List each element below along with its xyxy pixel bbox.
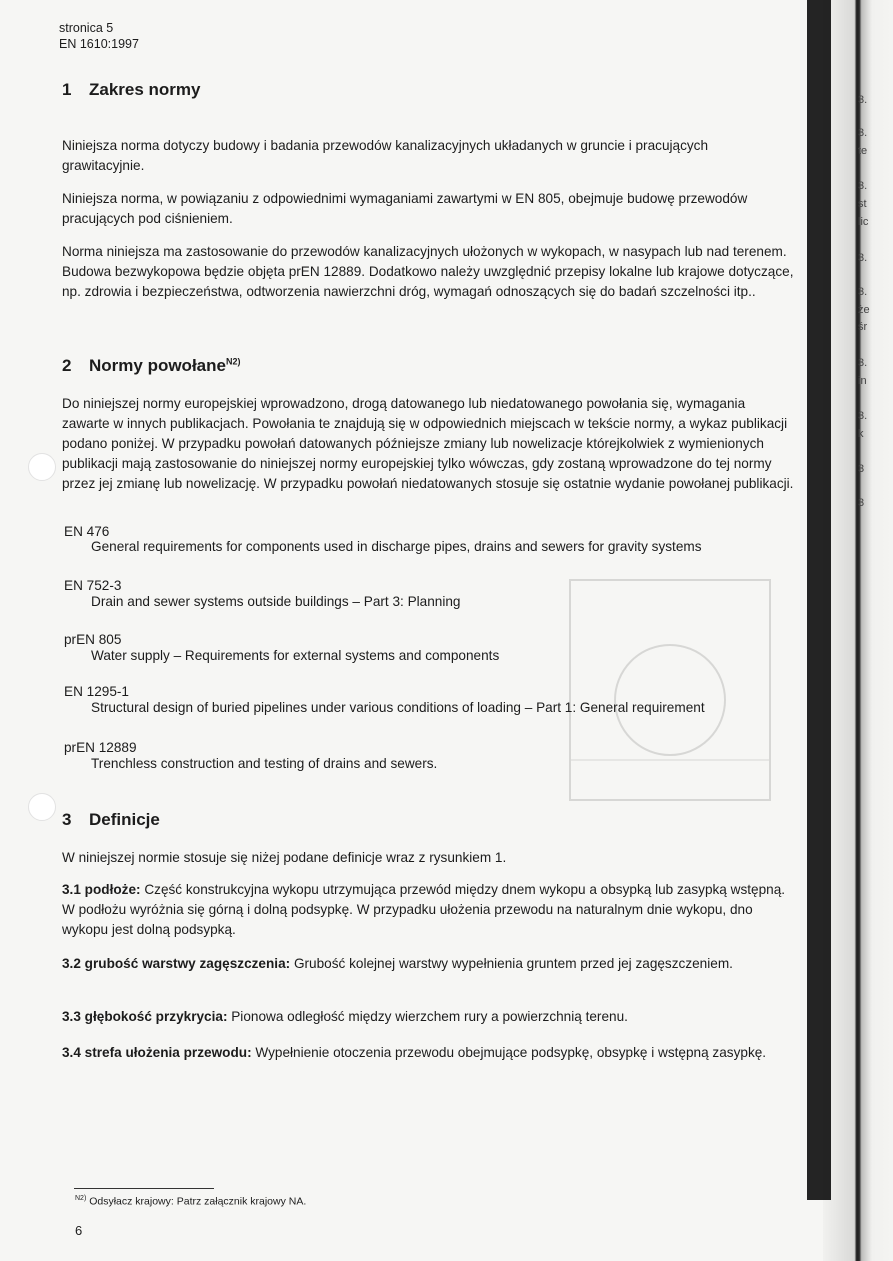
- reference-code: EN 476: [64, 524, 110, 539]
- section-number: 2: [62, 356, 72, 375]
- edge-fragment: 3.: [858, 94, 868, 106]
- edge-fragment: 3.: [858, 127, 868, 139]
- section-title: Normy powołane: [89, 356, 226, 375]
- definition-text: Grubość kolejnej warstwy wypełnienia gruntem przed jej zagęszczeniem.: [290, 956, 733, 971]
- edge-fragment: 3.: [858, 286, 868, 298]
- section-3-heading: [62, 810, 160, 830]
- definition-text: Wypełnienie otoczenia przewodu obejmujące podsypkę, obsypkę i wstępną zasypkę.: [251, 1045, 767, 1060]
- definition-term: 3.4 strefa ułożenia przewodu:: [62, 1045, 252, 1060]
- definition-term: 3.1 podłoże:: [62, 882, 141, 897]
- page-label: stronica 5: [59, 21, 114, 35]
- binding-shadow: [807, 0, 831, 1200]
- section-1-heading: [62, 80, 201, 100]
- bleed-through-figure: [560, 560, 800, 820]
- footnote-marker: N2): [75, 1195, 87, 1202]
- definition-3-1: [62, 880, 794, 940]
- definition-3-4: [62, 1043, 794, 1063]
- footnote: [75, 1195, 306, 1208]
- standard-id: EN 1610:1997: [59, 37, 139, 51]
- section-title: Definicje: [89, 810, 160, 829]
- paragraph: Do niniejszej normy europejskiej wprowadzono, drogą datowanego lub niedatowanego powołania się, wymagania zawarte w innych publikacjach. Powołania te znajdują się w odpowiednich miejscach w tekście normy, a wykaz publikacji podano poniżej. W przypadku powołań datowanych późniejsze zmiany lub nowelizacje którejkolwiek z wymienionych publikacji mają zastosowanie do niniejszej normy europejskiej tylko wówczas, gdy zostaną wprowadzone do tej normy przez jej zmianę lub nowelizację. W przypadku powołań niedatowanych stosuje się ostatnie wydanie powołanej publikacji.: [62, 396, 794, 491]
- paragraph: Niniejsza norma, w powiązaniu z odpowiednimi wymaganiami zawartymi w EN 805, obejmuje budowę przewodów pracujących pod ciśnieniem.: [62, 191, 748, 226]
- reference-code: EN 1295-1: [64, 684, 129, 699]
- definition-text: Część konstrukcyjna wykopu utrzymująca przewód między dnem wykopu a obsypką lub zasypką wstępną. W podłożu wyróżnia się górną i dolną podsypkę. W przypadku ułożenia przewodu na naturalnym dnie wykopu, dno wykopu jest dolną podsypką.: [62, 882, 786, 937]
- reference-title: Trenchless construction and testing of drains and sewers.: [91, 756, 438, 771]
- edge-fragment: lic: [858, 216, 869, 228]
- footnote-ref: N2): [225, 356, 241, 367]
- edge-fragment: 3: [858, 497, 865, 509]
- edge-fragment: 3.: [858, 252, 868, 264]
- edge-fragment: śr: [858, 321, 868, 333]
- page-number: 6: [75, 1223, 83, 1238]
- section-2-heading: [62, 356, 240, 376]
- edge-fragment: in: [858, 375, 867, 387]
- edge-fragment: te: [858, 145, 868, 157]
- punch-hole: [28, 793, 56, 821]
- definition-term: 3.2 grubość warstwy zagęszczenia:: [62, 956, 291, 971]
- section-title: Zakres normy: [89, 80, 201, 99]
- reference-title: Structural design of buried pipelines under various conditions of loading – Part 1: General requirement: [91, 700, 705, 715]
- definition-text: Pionowa odległość między wierzchem rury a powierzchnią terenu.: [227, 1009, 628, 1024]
- edge-fragment: 3.: [858, 410, 868, 422]
- definition-term: 3.3 głębokość przykrycia:: [62, 1009, 228, 1024]
- paragraph: W niniejszej normie stosuje się niżej podane definicje wraz z rysunkiem 1.: [62, 850, 507, 865]
- edge-fragment: 3: [858, 463, 865, 475]
- paragraph: Niniejsza norma dotyczy budowy i badania przewodów kanalizacyjnych układanych w gruncie i pracujących grawitacyjnie.: [62, 138, 709, 173]
- definition-3-3: [62, 1007, 794, 1027]
- footnote-text: Odsyłacz krajowy: Patrz załącznik krajowy NA.: [86, 1195, 307, 1208]
- edge-fragment: że: [858, 304, 870, 316]
- section-number: 3: [62, 810, 72, 829]
- edge-fragment: k: [858, 428, 864, 440]
- section-number: 1: [62, 80, 72, 99]
- reference-title: General requirements for components used in discharge pipes, drains and sewers for gravity systems: [91, 539, 702, 554]
- reference-code: prEN 805: [64, 632, 122, 647]
- reference-title: Drain and sewer systems outside buildings – Part 3: Planning: [91, 594, 461, 609]
- reference-code: prEN 12889: [64, 740, 137, 755]
- edge-fragment: st: [858, 198, 867, 210]
- edge-fragment: 3.: [858, 357, 868, 369]
- reference-title: Water supply – Requirements for external systems and components: [91, 648, 500, 663]
- reference-code: EN 752-3: [64, 578, 122, 593]
- definition-3-2: [62, 954, 794, 974]
- edge-fragment: 3.: [858, 180, 868, 192]
- footnote-rule: [74, 1188, 214, 1189]
- paragraph: Norma niniejsza ma zastosowanie do przewodów kanalizacyjnych ułożonych w wykopach, w nasypach lub nad terenem. Budowa bezwykopowa będzie objęta prEN 12889. Dodatkowo należy uwzględnić przepisy lokalne lub krajowe dotyczące, np. zdrowia i bezpieczeństwa, odtworzenia nawierzchni dróg, wymagań odnoszących się do badań szczelności itp..: [62, 244, 794, 299]
- punch-hole: [28, 453, 56, 481]
